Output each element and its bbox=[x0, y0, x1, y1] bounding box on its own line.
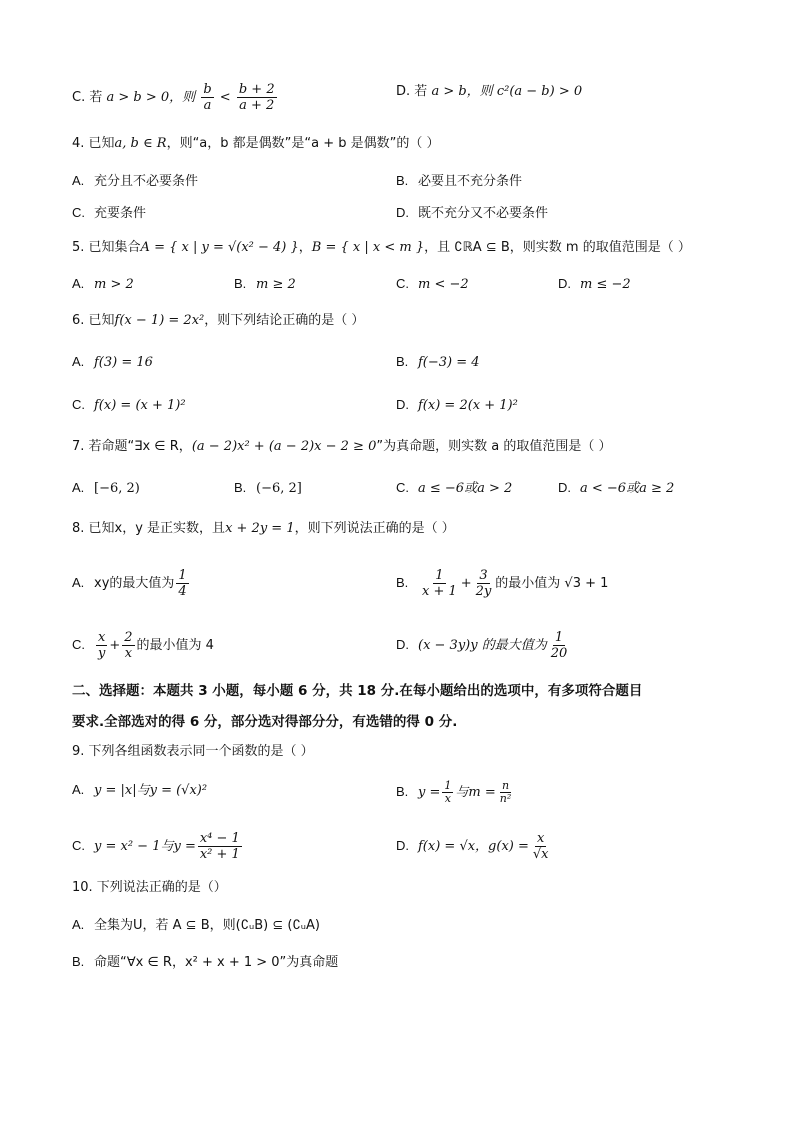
fraction: $\frac{x}{√x}$ bbox=[532, 831, 549, 862]
q8-option-b bbox=[396, 568, 608, 599]
option-label: D. bbox=[396, 205, 409, 220]
math-expr: c²(a − b) > 0 bbox=[496, 84, 583, 99]
option-label: D. bbox=[396, 838, 409, 853]
q5-option-c bbox=[396, 274, 469, 295]
option-label: B. bbox=[396, 784, 409, 799]
q8-option-d bbox=[396, 630, 571, 661]
option-label: C. bbox=[396, 480, 409, 495]
fraction: $\frac{1}{4}$ bbox=[178, 568, 187, 599]
math-op: + bbox=[109, 638, 121, 653]
option-label: A. bbox=[72, 917, 85, 932]
math-expr: (a − 2)x² + (a − 2)x − 2 ≥ 0 bbox=[191, 439, 377, 454]
question-text: ，且 ∁ℝA ⊆ B，则实数 m 的取值范围是（ ） bbox=[424, 240, 691, 255]
fraction: $\frac{3}{2y}$ bbox=[475, 568, 492, 599]
option-text: 若 bbox=[414, 84, 428, 99]
fraction: $\frac{x}{y}$ bbox=[98, 630, 106, 661]
option-label: B. bbox=[234, 480, 247, 495]
q9-option-c bbox=[72, 831, 244, 862]
option-text: xy的最大值为 bbox=[94, 576, 175, 591]
fraction: $\frac{n}{\text{n²}}$ bbox=[499, 779, 512, 805]
q10-option-a bbox=[72, 915, 320, 936]
option-label: B. bbox=[72, 954, 85, 969]
q7-option-a bbox=[72, 478, 140, 499]
q6-option-b bbox=[396, 352, 480, 373]
option-text: f(3) = 16 bbox=[94, 355, 153, 370]
option-text: 充分且不必要条件 bbox=[94, 174, 199, 189]
option-label: C. bbox=[72, 90, 86, 105]
math-expr: f(x − 1) = 2x² bbox=[114, 313, 205, 328]
q5-option-a bbox=[72, 274, 134, 295]
option-label: C. bbox=[72, 397, 85, 412]
math-expr: f(x) = √x，g(x) = bbox=[418, 839, 529, 854]
q4-option-b bbox=[396, 171, 522, 192]
q10-stem: 10. 下列说法正确的是（） bbox=[72, 880, 227, 895]
option-text: 的最小值为 4 bbox=[136, 638, 214, 653]
q3-option-c bbox=[72, 82, 279, 113]
option-label: C. bbox=[396, 276, 409, 291]
option-text: f(−3) = 4 bbox=[418, 355, 480, 370]
q7-stem bbox=[72, 437, 611, 457]
option-text: 的最小值为 √3 + 1 bbox=[495, 576, 609, 591]
q4-option-d bbox=[396, 203, 548, 224]
q9-option-b bbox=[396, 780, 515, 805]
option-text: 命题“∀x ∈ R，x² + x + 1 > 0”为真命题 bbox=[94, 955, 339, 970]
question-text: ，则下列结论正确的是（ ） bbox=[204, 313, 365, 328]
question-text: ，则下列说法正确的是（ ） bbox=[294, 521, 455, 536]
option-text: a ≤ −6或a > 2 bbox=[418, 481, 513, 496]
option-label: A. bbox=[72, 354, 85, 369]
q7-option-c bbox=[396, 478, 512, 499]
option-text: f(x) = (x + 1)² bbox=[94, 398, 186, 413]
fraction: $\frac{1}{20}$ bbox=[550, 630, 568, 661]
q5-option-b bbox=[234, 274, 296, 295]
math-expr: y = bbox=[418, 785, 441, 800]
math-expr: A = { x | y = √(x² − 4) } bbox=[140, 240, 299, 255]
q6-option-a bbox=[72, 352, 153, 373]
punct: ， bbox=[298, 240, 312, 255]
option-label: A. bbox=[72, 173, 85, 188]
option-label: C. bbox=[72, 637, 85, 652]
math-expr: 与m = bbox=[455, 785, 496, 800]
option-label: D. bbox=[396, 637, 409, 652]
q6-option-c bbox=[72, 395, 186, 416]
option-text: m ≤ −2 bbox=[580, 277, 631, 292]
option-label: C. bbox=[72, 205, 85, 220]
option-text: m < −2 bbox=[418, 277, 469, 292]
option-text: m ≥ 2 bbox=[256, 277, 296, 292]
q3-option-d bbox=[396, 82, 582, 102]
question-number: 5. 已知集合 bbox=[72, 240, 141, 255]
option-text: 既不充分又不必要条件 bbox=[418, 206, 549, 221]
q6-option-d bbox=[396, 395, 518, 416]
option-text: m > 2 bbox=[94, 277, 134, 292]
option-text: 若 bbox=[89, 90, 103, 105]
option-label: D. bbox=[558, 480, 571, 495]
question-text: ，则“a，b 都是偶数”是“a + b 是偶数”的（ ） bbox=[166, 136, 440, 151]
math-expr: x + 2y = 1 bbox=[225, 521, 295, 536]
question-number: 6. 已知 bbox=[72, 313, 115, 328]
q9-option-a bbox=[72, 780, 207, 801]
section-heading: 二、选择题：本题共 3 小题，每小题 6 分，共 18 分.在每小题给出的选项中，有多项符合题目 bbox=[72, 683, 643, 699]
q8-option-a bbox=[72, 568, 191, 599]
q8-option-c bbox=[72, 630, 214, 661]
math-expr: a > b > 0，则 bbox=[106, 90, 196, 105]
fraction: $\frac{b}{a}$ bbox=[203, 82, 212, 113]
option-label: A. bbox=[72, 575, 85, 590]
math-expr: a, b ∈ R bbox=[114, 136, 167, 151]
option-label: B. bbox=[396, 575, 409, 590]
option-label: D. bbox=[396, 84, 411, 99]
q5-option-d bbox=[558, 274, 631, 295]
option-label: B. bbox=[234, 276, 247, 291]
option-text: (x − 3y)y 的最大值为 bbox=[418, 638, 547, 653]
q4-option-a bbox=[72, 171, 198, 192]
math-op: < bbox=[219, 90, 231, 105]
option-text: 充要条件 bbox=[94, 206, 147, 221]
option-label: A. bbox=[72, 480, 85, 495]
q7-option-d bbox=[558, 478, 674, 499]
fraction: $\frac{1}{x + 1}$ bbox=[422, 568, 457, 599]
math-expr: a > b，则 bbox=[431, 84, 493, 99]
q8-stem bbox=[72, 519, 455, 539]
option-text: f(x) = 2(x + 1)² bbox=[418, 398, 518, 413]
question-text: ”为真命题，则实数 a 的取值范围是（ ） bbox=[376, 439, 612, 454]
question-number: 7. 若命题“∃x ∈ R， bbox=[72, 439, 192, 454]
q9-stem: 9. 下列各组函数表示同一个函数的是（ ） bbox=[72, 744, 314, 759]
option-label: D. bbox=[396, 397, 409, 412]
section-heading-continued: 要求.全部选对的得 6 分，部分选对得部分分，有选错的得 0 分. bbox=[72, 714, 458, 730]
math-expr: y = x² − 1与y = bbox=[94, 839, 196, 854]
q5-stem bbox=[72, 238, 691, 258]
fraction: $\frac{b + 2}{a + 2}$ bbox=[238, 82, 275, 113]
option-text: a < −6或a ≥ 2 bbox=[580, 481, 675, 496]
question-number: 4. 已知 bbox=[72, 136, 115, 151]
math-expr: B = { x | x < m } bbox=[311, 240, 425, 255]
option-text: 必要且不充分条件 bbox=[418, 174, 523, 189]
fraction: $\frac{\text{x⁴ − 1}}{\text{x² + 1}}$ bbox=[199, 831, 240, 862]
option-text: y = |x|与y = (√x)² bbox=[94, 783, 208, 798]
q7-option-b bbox=[234, 478, 302, 499]
option-label: A. bbox=[72, 276, 85, 291]
option-text: (−6, 2] bbox=[256, 481, 302, 496]
q6-stem bbox=[72, 311, 364, 331]
q4-stem bbox=[72, 134, 440, 154]
option-label: D. bbox=[558, 276, 571, 291]
q9-option-d bbox=[396, 831, 553, 862]
option-label: C. bbox=[72, 838, 85, 853]
fraction: $\frac{2}{x}$ bbox=[124, 630, 133, 661]
q10-option-b bbox=[72, 952, 338, 973]
option-text: 全集为U，若 A ⊆ B，则(∁ᵤB) ⊆ (∁ᵤA) bbox=[94, 918, 320, 933]
q4-option-c bbox=[72, 203, 146, 224]
option-text: [−6, 2) bbox=[94, 481, 140, 496]
option-label: B. bbox=[396, 354, 409, 369]
fraction: $\frac{1}{x}$ bbox=[444, 779, 452, 805]
option-label: A. bbox=[72, 782, 85, 797]
option-label: B. bbox=[396, 173, 409, 188]
question-number: 8. 已知x，y 是正实数，且 bbox=[72, 521, 226, 536]
math-op: + bbox=[460, 576, 472, 591]
